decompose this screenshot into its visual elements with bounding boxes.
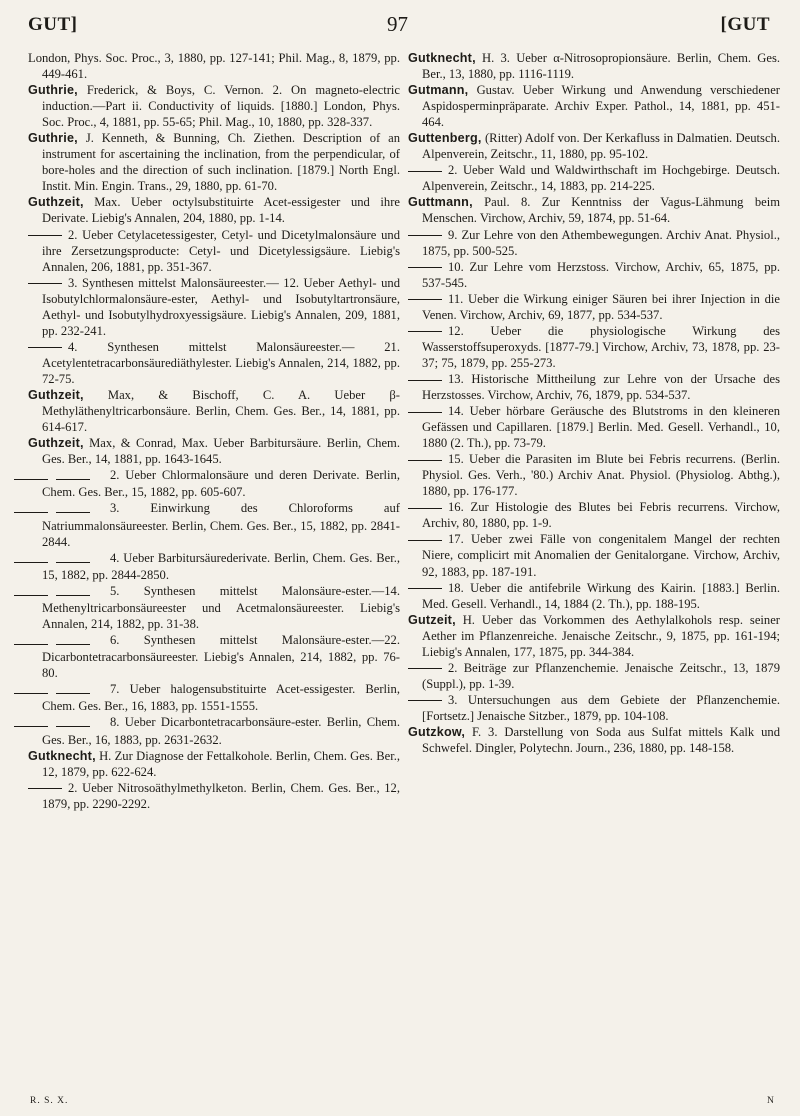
- entry-text: 9. Zur Lehre von den Athembewegungen. Archiv Anat. Physiol., 1875, pp. 500-525.: [422, 227, 780, 258]
- bibliography-entry: [28, 275, 400, 339]
- ditto-double-dash: [28, 584, 104, 600]
- author-name: Guttmann,: [408, 195, 473, 210]
- entry-text: 3. Untersuchungen aus dem Gebiete der Pflanzenchemie. [Fortsetz.] Jenaische Sitzber., 1879, pp. 104-108.: [422, 692, 780, 723]
- ditto-dash: [28, 283, 62, 284]
- bibliography-entry: [408, 531, 780, 579]
- bibliography-entry: [28, 435, 400, 467]
- bibliography-entry: [28, 227, 400, 275]
- bibliography-entry: [408, 194, 780, 226]
- bibliography-entry: [408, 499, 780, 531]
- bibliography-entry: [28, 500, 400, 549]
- entry-text: Max, & Bischoff, C. A. Ueber β-Methyläthenyltricarbonsäure. Berlin, Chem. Ges. Ber., 14, 1881, pp. 614-617.: [42, 387, 400, 435]
- entry-text: Frederick, & Boys, C. Vernon. 2. On magneto-electric induction.—Part ii. Conductivity of liquids. [1880.] London, Phys. Soc. Proc., 4, 1881, pp. 55-65; Phil. Mag., 10, 1880, pp. 328-337.: [42, 83, 400, 130]
- ditto-double-dash: [28, 551, 104, 567]
- author-name: Guthzeit,: [28, 387, 84, 402]
- entry-text: 8. Ueber Dicarbontetracarbonsäure-ester. Berlin, Chem. Ges. Ber., 16, 1883, pp. 2631-2632.: [42, 715, 400, 747]
- entry-text: 2. Ueber Wald und Waldwirthschaft im Hochgebirge. Deutsch. Alpenverein, Zeitschr., 14, 1883, pp. 214-225.: [422, 163, 780, 194]
- bibliography-entry: [28, 681, 400, 714]
- bibliography-entry: [28, 467, 400, 500]
- right-column: [408, 50, 780, 756]
- ditto-dash: [408, 171, 442, 172]
- page-header: [0, 12, 800, 40]
- ditto-dash: [408, 508, 442, 509]
- bibliography-entry: [28, 387, 400, 435]
- entry-text: 2. Ueber Chlormalonsäure und deren Derivate. Berlin, Chem. Ges. Ber., 15, 1882, pp. 605-607.: [42, 468, 400, 500]
- bibliography-entry: [28, 339, 400, 387]
- entry-text: 5. Synthesen mittelst Malonsäure-ester.—14. Methenyltricarbonsäureester und Acetmalonsäureester. Liebig's Annalen, 214, 1882, pp. 31-38.: [42, 583, 400, 631]
- bibliography-entry: [28, 550, 400, 583]
- entry-text: 3. Einwirkung des Chloroforms auf Natriummalonsäureester. Berlin, Chem. Ges. Ber., 15, 1882, pp. 2841-2844.: [42, 501, 400, 549]
- ditto-dash: [28, 788, 62, 789]
- entry-text: 2. Beiträge zur Pflanzenchemie. Jenaische Zeitschr., 13, 1879 (Suppl.), pp. 1-39.: [422, 660, 780, 691]
- bibliography-entry: [408, 162, 780, 194]
- bibliography-entry: [408, 724, 780, 756]
- header-left-guide: GUT]: [28, 14, 78, 35]
- author-name: Gutknecht,: [28, 748, 96, 763]
- bibliography-entry: [28, 583, 400, 632]
- entry-text: 3. Synthesen mittelst Malonsäureester.— 12. Ueber Aethyl- und Isobutylchlormalonsäure-ester, Aethyl- und Isobutyltartronsäure, Aethyl- und Isobutylhydroxyessigsäure. Liebig's Annalen, 209, 1881, pp. 232-241.: [42, 275, 400, 338]
- ditto-dash: [408, 267, 442, 268]
- entry-text: 13. Historische Mittheilung zur Lehre von der Ursache des Herzstosses. Virchow, Archiv, 76, 1879, pp. 534-537.: [422, 371, 780, 402]
- bibliography-entry: [28, 82, 400, 130]
- bibliography-entry: [408, 130, 780, 162]
- bibliography-entry: [408, 291, 780, 323]
- bibliography-entry: [408, 403, 780, 451]
- entry-text: 4. Synthesen mittelst Malonsäureester.— 21. Acetylentetracarbonsäurediäthylester. Liebig's Annalen, 214, 1882, pp. 72-75.: [42, 339, 400, 386]
- ditto-dash: [28, 347, 62, 348]
- ditto-dash: [28, 235, 62, 236]
- author-name: Guttenberg,: [408, 131, 482, 146]
- bibliography-entry: [408, 50, 780, 82]
- page-number: 97: [387, 12, 408, 36]
- bibliography-entry: [408, 323, 780, 371]
- entry-text: 7. Ueber halogensubstituirte Acet-essigester. Berlin, Chem. Ges. Ber., 16, 1883, pp. 1551-1555.: [42, 682, 400, 714]
- ditto-double-dash: [28, 468, 104, 484]
- signature-letter: N: [767, 1096, 774, 1106]
- entry-text: H. Zur Diagnose der Fettalkohole. Berlin, Chem. Ges. Ber., 12, 1879, pp. 622-624.: [42, 748, 400, 779]
- entry-text: Paul. 8. Zur Kenntniss der Vagus-Lähmung beim Menschen. Virchow, Archiv, 59, 1874, pp. 51-64.: [422, 195, 780, 226]
- ditto-dash: [408, 412, 442, 413]
- left-column: [28, 50, 400, 812]
- bibliography-entry: [28, 748, 400, 780]
- entry-text: 18. Ueber die antifebrile Wirkung des Kairin. [1883.] Berlin. Med. Gesell. Verhandl., 14, 1884 (2. Th.), pp. 188-195.: [422, 580, 780, 611]
- entry-text: Max. Ueber octylsubstituirte Acet-essigester und ihre Derivate. Liebig's Annalen, 204, 1880, pp. 1-14.: [42, 195, 400, 226]
- entry-text: 4. Ueber Barbitursäurederivate. Berlin, Chem. Ges. Ber., 15, 1882, pp. 2844-2850.: [42, 550, 400, 582]
- ditto-dash: [408, 380, 442, 381]
- entry-text: F. 3. Darstellung von Soda aus Sulfat mittels Kalk und Schwefel. Dingler, Polytechn. Journ., 236, 1880, pp. 148-158.: [422, 724, 780, 756]
- bibliography-entry: [408, 259, 780, 291]
- entry-text: J. Kenneth, & Bunning, Ch. Ziethen. Description of an instrument for ascertaining the inclination, from the perpendicular, of bore-holes and the direction of such inclination. [1879.] North Engl. Instit. Min. Engin. Trans., 29, 1880, pp. 61-70.: [42, 131, 400, 194]
- bibliography-entry: [408, 451, 780, 499]
- author-name: Guthzeit,: [28, 195, 84, 210]
- ditto-dash: [408, 299, 442, 300]
- entry-text: H. Ueber das Vorkommen des Aethylalkohols resp. seiner Aether im Pflanzenreiche. Jenaische Zeitschr., 9, 1875, pp. 161-194; Liebig's Annalen, 177, 1875, pp. 344-384.: [422, 612, 780, 659]
- entry-text: 11. Ueber die Wirkung einiger Säuren bei ihrer Injection in die Venen. Virchow, Archiv, 69, 1877, pp. 534-537.: [422, 291, 780, 322]
- author-name: Gutzkow,: [408, 724, 466, 739]
- ditto-dash: [408, 235, 442, 236]
- author-name: Gutzeit,: [408, 612, 456, 627]
- entry-text: Max, & Conrad, Max. Ueber Barbitursäure. Berlin, Chem. Ges. Ber., 14, 1881, pp. 1643-1645.: [42, 436, 400, 467]
- entry-text: (Ritter) Adolf von. Der Kerkafluss in Dalmatien. Deutsch. Alpenverein, Zeitschr., 11, 1880, pp. 95-102.: [422, 131, 780, 162]
- ditto-double-dash: [28, 633, 104, 649]
- author-name: Guthzeit,: [28, 436, 84, 451]
- ditto-dash: [408, 331, 442, 332]
- bibliography-entry: [28, 50, 400, 82]
- entry-text: 12. Ueber die physiologische Wirkung des Wasserstoffsuperoxyds. [1877-79.] Virchow, Archiv, 73, 1878, pp. 23-37; 75, 1879, pp. 255-273.: [422, 323, 780, 370]
- entry-text: 17. Ueber zwei Fälle von congenitalem Mangel der rechten Niere, complicirt mit Anomalien der Genitalorgane. Virchow, Archiv, 92, 1883, pp. 187-191.: [422, 532, 780, 579]
- bibliography-entry: [408, 612, 780, 660]
- bibliography-entry: [28, 194, 400, 226]
- bibliography-entry: [28, 714, 400, 747]
- ditto-double-dash: [28, 715, 104, 731]
- signature-mark: R. S. X.: [30, 1096, 69, 1106]
- bibliography-entry: [408, 580, 780, 612]
- entry-text: 15. Ueber die Parasiten im Blute bei Febris recurrens. (Berlin. Physiol. Ges. Verh., '80.) Archiv Anat. Physiol. (Physiolog. Abthg.), 1880, pp. 176-177.: [422, 452, 780, 499]
- bibliography-entry: [408, 660, 780, 692]
- entry-text: 2. Ueber Nitrosoäthylmethylketon. Berlin, Chem. Ges. Ber., 12, 1879, pp. 2290-2292.: [42, 780, 400, 811]
- ditto-dash: [408, 460, 442, 461]
- ditto-double-dash: [28, 682, 104, 698]
- author-name: Guthrie,: [28, 131, 78, 146]
- ditto-dash: [408, 700, 442, 701]
- entry-text: 2. Ueber Cetylacetessigester, Cetyl- und Dicetylmalonsäure und ihre Zersetzungsproducte: Cetyl- und Dicetylessigsäure. Liebig's Annalen, 206, 1881, pp. 351-367.: [42, 227, 400, 274]
- entry-text: 16. Zur Histologie des Blutes bei Febris recurrens. Virchow, Archiv, 80, 1880, pp. 1-9.: [422, 500, 780, 531]
- bibliography-entry: [408, 692, 780, 724]
- header-right-guide: [GUT: [720, 14, 770, 35]
- ditto-double-dash: [28, 501, 104, 517]
- ditto-dash: [408, 588, 442, 589]
- bibliography-entry: [408, 371, 780, 403]
- author-name: Gutmann,: [408, 83, 469, 98]
- bibliography-entry: [408, 82, 780, 130]
- entry-text: 10. Zur Lehre vom Herzstoss. Virchow, Archiv, 65, 1875, pp. 537-545.: [422, 259, 780, 290]
- entry-text: H. 3. Ueber α-Nitrosopropionsäure. Berlin, Chem. Ges. Ber., 13, 1880, pp. 1116-1119.: [422, 51, 780, 82]
- bibliography-entry: [28, 130, 400, 194]
- bibliography-entry: [408, 227, 780, 259]
- ditto-dash: [408, 668, 442, 669]
- entry-text: London, Phys. Soc. Proc., 3, 1880, pp. 127-141; Phil. Mag., 8, 1879, pp. 449-461.: [28, 51, 400, 82]
- author-name: Guthrie,: [28, 83, 78, 98]
- entry-text: Gustav. Ueber Wirkung und Anwendung verschiedener Aspidosperminpräparate. Archiv Exper. Pathol., 14, 1881, pp. 451-464.: [422, 83, 780, 130]
- bibliography-entry: [28, 632, 400, 681]
- entry-text: 6. Synthesen mittelst Malonsäure-ester.—22. Dicarbontetracarbonsäureester. Liebig's Annalen, 214, 1882, pp. 76-80.: [42, 633, 400, 681]
- bibliography-entry: [28, 780, 400, 812]
- entry-text: 14. Ueber hörbare Geräusche des Blutstroms in den kleineren Gefässen und Capillaren. [1879.] Berlin. Med. Gesell. Verhandl., 10, 1880 (2. Th.), pp. 73-79.: [422, 404, 780, 451]
- author-name: Gutknecht,: [408, 51, 476, 65]
- ditto-dash: [408, 540, 442, 541]
